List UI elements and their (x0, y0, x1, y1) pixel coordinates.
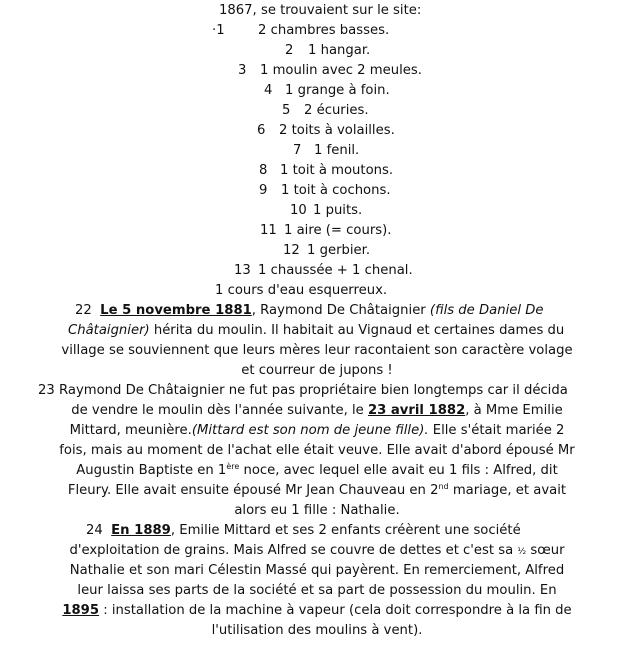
text-line: et courreur de jupons ! (241, 363, 393, 378)
text-line: alors eu 1 fille : Nathalie. (234, 503, 400, 518)
text-line: Mittard, meunière.(Mittard est son nom de jeune fille). Elle s'était mariée 2 (69, 423, 565, 438)
date-highlight: 23 avril 1882 (367, 403, 466, 418)
list-item: 10 1 puits. (290, 203, 363, 218)
list-item: 9 1 toit à cochons. (259, 183, 391, 198)
text-line: 23 Raymond De Châtaignier ne fut pas propriétaire bien longtemps car il décida (38, 383, 568, 398)
text-line: l'utilisation des moulins à vent). (211, 623, 423, 638)
date-highlight: En 1889 (111, 523, 171, 538)
text-line: 1895 : installation de la machine à vapeur (cela doit correspondre à la fin de (62, 603, 572, 618)
text-line: Augustin Baptiste en 1ère noce, avec lequel elle avait eu 1 fils : Alfred, dit (76, 462, 558, 478)
date-highlight: Le 5 novembre 1881 (100, 303, 252, 318)
date-highlight: 1895 (62, 603, 100, 618)
paragraph-number: 22 (75, 303, 92, 318)
text-line: 22 Le 5 novembre 1881, Raymond De Châtaignier (fils de Daniel De (75, 303, 544, 318)
paragraph-number: 23 (38, 383, 55, 398)
list-item: 13 1 chaussée + 1 chenal. (234, 263, 413, 278)
text-line: leur laissa ses parts de la société et sa part de possession du moulin. En (77, 583, 557, 598)
inventory-header: 1867, se trouvaient sur le site: (219, 3, 422, 18)
paragraph-number: 24 (86, 523, 103, 538)
text-line: Fleury. Elle avait ensuite épousé Mr Jean Chauveau en 2nd mariage, et avait (67, 482, 567, 498)
text-line: Nathalie et son mari Célestin Massé qui payèrent. En remerciement, Alfred (69, 563, 565, 578)
list-item: 5 2 écuries. (282, 103, 369, 118)
list-item: ·1 2 chambres basses. (212, 23, 390, 38)
text-line: de vendre le moulin dès l'année suivante, le 23 avril 1882, à Mme Emilie (71, 403, 563, 418)
text-line: 24 En 1889, Emilie Mittard et ses 2 enfants créèrent une société (86, 523, 521, 538)
list-item: 2 1 hangar. (285, 43, 371, 58)
list-item: 3 1 moulin avec 2 meules. (238, 63, 422, 78)
text-line: Châtaignier) hérita du moulin. Il habitait au Vignaud et certaines dames du (68, 323, 565, 338)
text-line: d'exploitation de grains. Mais Alfred se couvre de dettes et c'est sa ½ sœur (69, 543, 565, 558)
list-item: 12 1 gerbier. (283, 243, 371, 258)
list-item: 1 cours d'eau esquerreux. (215, 283, 388, 298)
list-item: 6 2 toits à volailles. (257, 123, 395, 138)
text-line: village se souviennent que leurs mères leur racontaient son caractère volage (61, 343, 573, 358)
list-item: 7 1 fenil. (293, 143, 360, 158)
list-item: 4 1 grange à foin. (264, 83, 390, 98)
list-item: 8 1 toit à moutons. (259, 163, 394, 178)
list-item: 11 1 aire (= cours). (260, 223, 392, 238)
text-line: fois, mais au moment de l'achat elle était veuve. Elle avait d'abord épousé Mr (59, 443, 575, 458)
